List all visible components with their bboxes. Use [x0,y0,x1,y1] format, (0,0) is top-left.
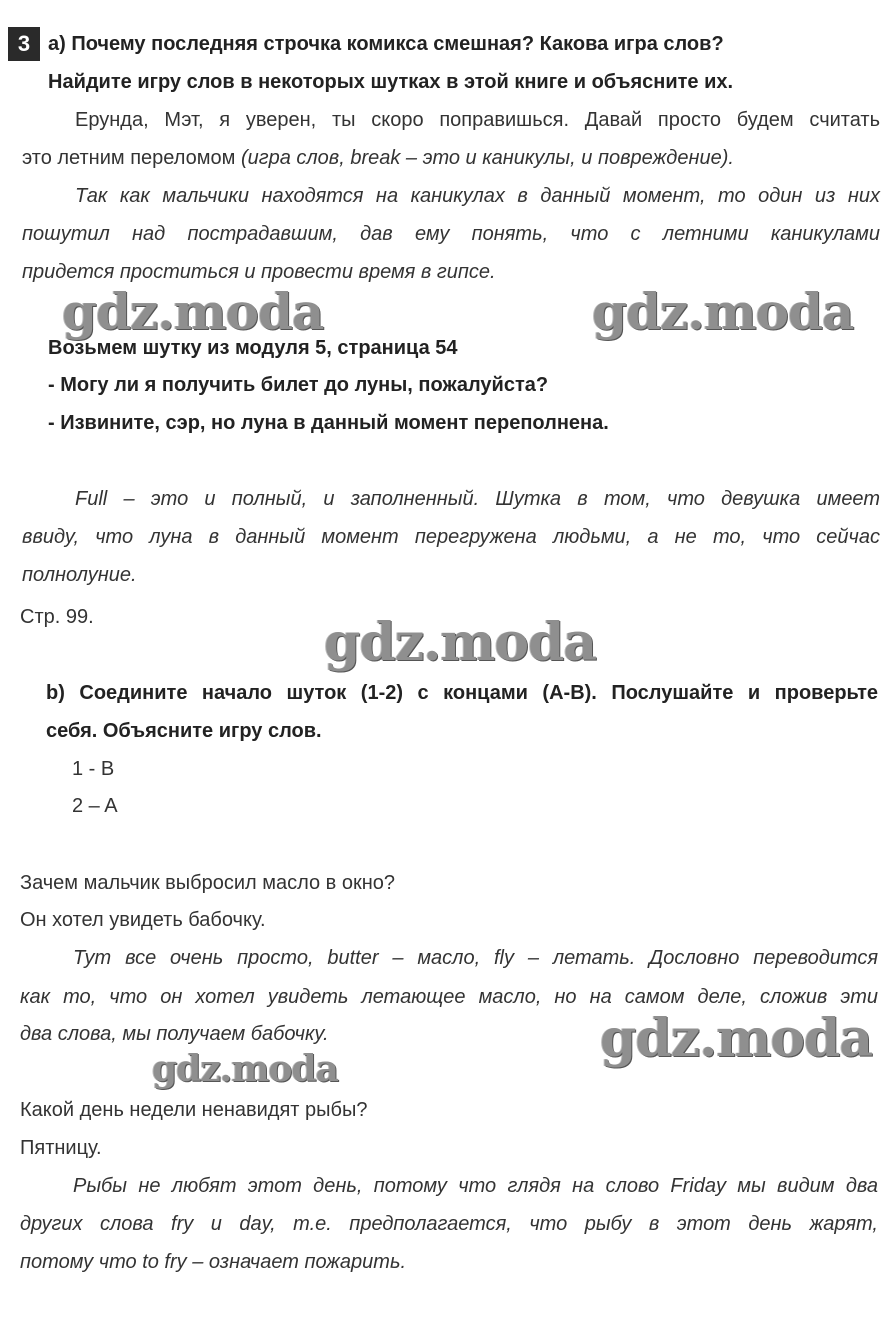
block1-expl-line3: придется проститься и провести время в гипсе. [22,261,496,283]
joke2-expl-line3: потому что to fry – означает пожарить. [20,1251,407,1273]
joke2-expl-line1: Рыбы не любят этот день, потому что глядя на слово Friday мы видим два [73,1175,878,1197]
joke1-answer: Он хотел увидеть бабочку. [20,909,266,931]
joke1-expl-line1: Тут все очень просто, butter – масло, fly – летать. Дословно переводится [73,947,878,969]
block2-expl-line3: полнолуние. [22,564,137,586]
joke2-answer: Пятницу. [20,1137,102,1159]
block1-text-line2-plain: это летним переломом [22,147,241,169]
block1-text-line2-italic: (игра слов, break – это и каникулы, и повреждение). [240,147,734,169]
watermark-5: gdz.moda [152,1048,338,1090]
block2-question: - Могу ли я получить билет до луны, пожалуйста? [48,374,549,396]
task-b-heading-line1: b) Соедините начало шуток (1-2) с концами (A-B). Послушайте и проверьте [46,682,878,704]
task-b-answer-2: 2 – A [72,795,118,817]
joke1-expl-line3: два слова, мы получаем бабочку. [20,1023,329,1045]
block1-expl-line2: пошутил над пострадавшим, дав ему понять, что с летними каникулами [22,223,880,245]
watermark-3: gdz.moda [324,612,597,673]
task-number-badge: 3 [8,27,40,61]
block2-answer: - Извините, сэр, но луна в данный момент переполнена. [48,412,609,434]
task-b-heading-line2: себя. Объясните игру слов. [46,720,322,742]
page-reference: Стр. 99. [20,606,94,628]
joke2-question: Какой день недели ненавидят рыбы? [20,1099,368,1121]
task-a-heading-line2: Найдите игру слов в некоторых шутках в этой книге и объясните их. [48,71,734,93]
block2-intro: Возьмем шутку из модуля 5, страница 54 [48,337,458,359]
watermark-4: gdz.moda [600,1008,873,1069]
task-b-answer-1: 1 - B [72,758,115,780]
task-a-heading-line1: а) Почему последняя строчка комикса смешная? Какова игра слов? [48,33,724,55]
block1-expl-line1: Так как мальчики находятся на каникулах в данный момент, то один из них [75,185,880,207]
watermark-2: gdz.moda [592,282,854,341]
block2-expl-line2: ввиду, что луна в данный момент перегружена людьми, а не то, что сейчас [22,526,880,548]
joke1-question: Зачем мальчик выбросил масло в окно? [20,872,396,894]
block2-expl-line1: Full – это и полный, и заполненный. Шутка в том, что девушка имеет [75,488,880,510]
block1-text-line1: Ерунда, Мэт, я уверен, ты скоро поправишься. Давай просто будем считать [75,109,880,131]
joke2-expl-line2: других слова fry и day, т.е. предполагается, что рыбу в этот день жарят, [20,1213,878,1235]
joke1-expl-line2: как то, что он хотел увидеть летающее масло, но на самом деле, сложив эти [20,986,878,1008]
watermark-1: gdz.moda [62,282,324,341]
block1-text-line2 [22,146,734,170]
